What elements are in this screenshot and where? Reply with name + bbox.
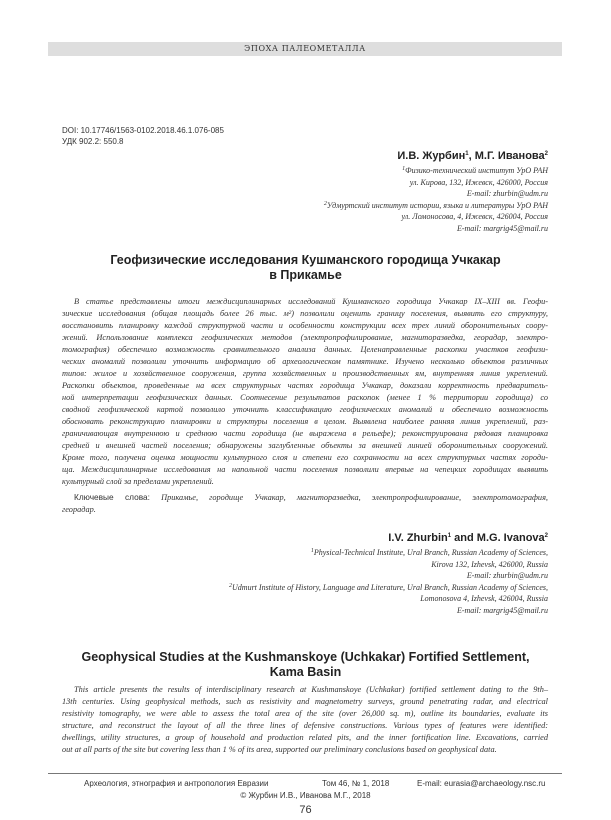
authors-ru: И.В. Журбин$^1$, М.Г. Иванова$^2$ (397, 150, 548, 162)
footer-copyright: © Журбин И.В., Иванова М.Г., 2018 (240, 791, 371, 800)
udk: УДК 902.2: 550.8 (62, 137, 124, 146)
abstract-line: средней и внешней частей поселения; обнаружены заглубленные объекты за внешней линией оборонительных сооружений. (62, 441, 548, 450)
section-header: ЭПОХА ПАЛЕОМЕТАЛЛА (48, 42, 562, 56)
footer-volume: Том 46, № 1, 2018 (322, 779, 390, 788)
abstract-line: This article presents the results of interdisciplinary research at Kushmanskoye (Uchkakar) fortified settlement dating to the 9th– (74, 685, 548, 694)
abstract-line: жений. Использование комплекса геофизических методов (электропрофилирование, магниторазведка, георадар, электро- (62, 333, 548, 342)
abstract-line: обосновать реконструкцию планировки и структуры поселения в целом. Выявлена наиболее ранняя линия укреплений, раз- (62, 417, 548, 426)
abstract-line: ческих аномалий позволили уточнить информацию об археологическом памятнике. Изучено несколько объектов различных (62, 357, 548, 366)
authors-en: I.V. Zhurbin$^1$ and M.G. Ivanova$^2$ (388, 532, 548, 544)
article-title-ru: Геофизические исследования Кушманского городища Учкакар в Прикамье (110, 253, 501, 282)
affiliations-en: $^1$Physical-Technical Institute, Ural Branch, Russian Academy of Sciences, Kirova 132, Izhevsk, 426000, Russia E-mail: zhurbin@udm.ru $^2$Udmurt Institute of History, Language and Literature, Ural Branch, Russian Academy of Sciences, Lomonosova 4, Izhevsk, 426004, Russia E-mail: margrig45@mail.ru (229, 548, 548, 615)
abstract-line: ной интерпретации геофизических данных. Соотнесение результатов раскопок (менее 1 % территории городища) со (62, 393, 548, 402)
abstract-line: ща. Междисциплинарные исследования на напольной части поселения позволили впервые на чепецких городищах выявить (62, 465, 548, 474)
email-link[interactable]: E-mail: zhurbin@udm.ru (466, 189, 548, 198)
keywords-ru: Ключевые слова: Прикамье, городище Учкакар, магниторазведка, электропрофилирование, электротомография, георадар. (62, 492, 549, 514)
abstract-line: Кроме того, получена оценка мощности культурного слоя и степени его сохранности на всех структурных частях городи- (62, 453, 548, 462)
abstract-line: out at all parts of the site but covering less than 1 % of its area, supported our preliminary conclusions based on geophysical data. (62, 745, 497, 754)
affiliations-ru: $^1$Физико-технический институт УрО РАН ул. Кирова, 132, Ижевск, 426000, Россия E-mail: zhurbin@udm.ru $^2$Удмуртский институт истории, языка и литературы УрО РАН ул. Ломоносова, 4, Ижевск, 426004, Россия E-mail: margrig45@mail.ru (323, 166, 548, 233)
email-link[interactable]: E-mail: margrig45@mail.ru (456, 223, 548, 233)
page-number: 76 (299, 804, 312, 816)
abstract-line: dwellings, utility structures, a group of household and production related pits, and the inner fortification line. Excavations, carried (62, 733, 548, 742)
doi: DOI: 10.17746/1563-0102.2018.46.1.076-085 (62, 126, 224, 135)
abstract-line: культурный слой за пределами укреплений. (62, 477, 214, 486)
email-link[interactable]: E-mail: margrig45@mail.ru (456, 605, 548, 615)
abstract-line: structure, and reconstruct the layout of all the three lines of defensive constructions. Various types of features were identified: (62, 721, 548, 730)
abstract-line: resistivity tomography, we were able to assess the total area of the site (over 26,000 sq. m), outline its boundaries, evaluate its (62, 709, 548, 718)
abstract-line: сводной геофизической картой позволило уточнить классификацию геофизических аномалий и обеспечило возможность (62, 405, 548, 414)
abstract-en (62, 684, 548, 756)
abstract-line: томография) обеспечило возможность сравнительного анализа данных. Целенаправленные раскопки участков геофизи- (62, 345, 548, 354)
footer-email[interactable]: E-mail: eurasia@archaeology.nsc.ru (417, 779, 546, 788)
footer-rule (48, 773, 562, 774)
email-link[interactable]: E-mail: zhurbin@udm.ru (466, 571, 548, 580)
abstract-ru (62, 296, 548, 488)
article-title-en: Geophysical Studies at the Kushmanskoye (Uchkakar) Fortified Settlement, Kama Basin (81, 650, 530, 679)
abstract-line: Раскопки объектов, проведенные на всех структурных частях городища Учкакар, доказали корректность предваритель- (62, 381, 548, 390)
abstract-line: восстановить планировку каждой структурной части и особенности конструкции всех трех линий оборонительных соору- (62, 321, 548, 330)
abstract-line: 13th centuries. Using geophysical methods, such as resistivity and magnetometry surveys, ground penetrating radar, and electrical (62, 697, 548, 706)
abstract-line: граничивающая внутреннюю и среднюю части городища (не выражена в рельефе); реконструирована рядовая планировка (62, 429, 548, 438)
footer-journal: Археология, этнография и антропология Евразии (84, 779, 269, 788)
abstract-line: типов: жилое и хозяйственное сооружения, группа хозяйственных и производственных ям, внутренняя линия укреплений. (62, 369, 548, 378)
abstract-line: В статье представлены итоги междисциплинарных исследований Кушманского городища Учкакар IX–XIII вв. Геофи- (74, 297, 548, 306)
abstract-line: зические исследования (общая площадь более 26 тыс. м²) позволили оценить границу поселения, выявить его структуру, (62, 309, 548, 318)
